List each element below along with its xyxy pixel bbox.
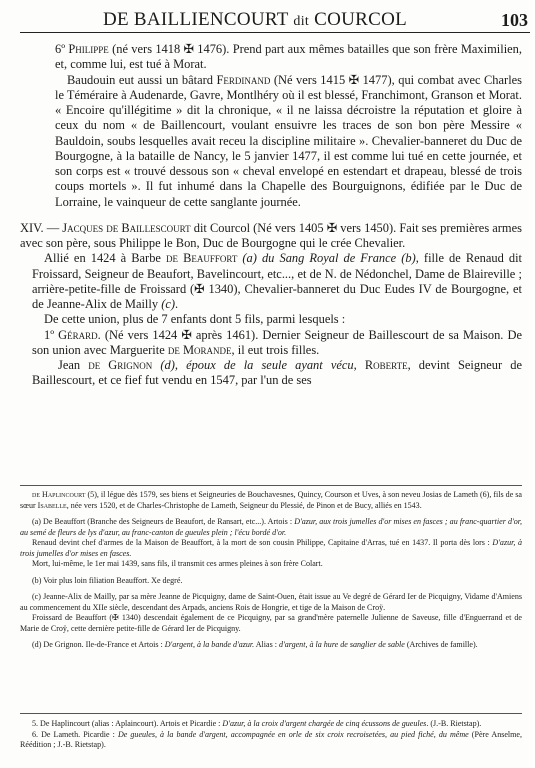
text-run: Roberte [364,358,408,372]
paragraph-alliance [20,251,522,312]
text-run: 6º [55,42,69,56]
text-run: D'argent, à la bande d'azur. [164,640,255,649]
text-run: D'azur, aux trois jumelles d'or mises en fasces ; au franc-quartier d'or, au semé de fleurs de lys d'azur, au franc-canton de gueules plein ; l'écu bordé d'or. [20,517,522,537]
footnotes [20,490,522,651]
footnote-a-renaud [20,538,522,559]
text-run: (a) De Beauffort (Branche des Seigneurs de Beaufort, de Ransart, etc...). Artois : [32,517,295,526]
footnote-6 [20,730,522,751]
text-run: (5), il légue dès 1579, ses biens et Seigneuries de Bouchavesnes, Quincy, Courson et Uves, à son neveu Josias de Lameth (6), fils de sa sœur [20,490,522,510]
footnote-b: (b) Voir plus loin filiation Beauffort. Xe degré. [32,575,183,585]
text-run: (d), époux de la seule ayant vécu, [152,358,365,372]
running-header [20,6,530,33]
text-run: . [175,297,179,311]
text-run: 6. De Lameth. Picardie : [32,729,118,739]
paragraph-grignon [20,358,522,389]
page-number: 103 [501,10,528,30]
text-run: Allié en 1424 à Barbe [44,251,167,266]
section-xiv-heading [20,221,522,252]
text-run: d'argent, à la hure de sanglier de sable [278,640,405,649]
text-run: (Père Anselme, Réédition ; J.-B. Rietstap). [20,729,523,749]
text-run: Alias : [254,640,279,649]
text-run: Jacques de Baillescourt [62,220,191,235]
text-run: D'azur, à la croix d'argent chargée de cinq écussons de gueules [222,719,427,728]
footnote-divider-2 [20,713,522,714]
footnote-divider [20,485,522,486]
text-run: de Grignon [88,358,153,372]
text-run: (né vers 1418 ✠ 1476). Prend part aux mêmes batailles que son frère Maximilien, et, comme lui, est tué à Morat. [55,42,522,72]
header-title [20,9,490,31]
footnote-5 [20,719,522,730]
footnote-c: (c) Jeanne-Alix de Mailly, par sa mère Jeanne de Picquigny, dame de Saint-Ouen, était issue au Ve degré de Gérard Ier de Picquigny, Vidame d'Amiens au commencement du XIIe siècle, descendant des Arpads, anciens Rois de Hongrie, et tige de la Maison de Croÿ. [20,592,522,612]
text-run: Baudouin eut aussi un bâtard [67,72,217,87]
text-run: Sang Royal de France (b) [279,251,416,266]
text-run: (a) du [237,251,280,266]
text-run: XIV. — [20,220,63,235]
text-run: , fille de Renaud dit Froissard, Seigneur de Beaufort, Bavelincourt, etc..., et de N. de Nédonchel, Dame de Blaireville ; arrière-petite-fille de Froissard (✠ 1340), Chevalier-banneret du Duc Eudes IV de Bourgogne, et de Jeanne-Alix de Mailly [32,251,523,311]
text-run: 1º [44,327,59,342]
text-run: de Morande [167,342,232,357]
footnote-a-mort: Mort, lui-même, le 1er mai 1439, sans fils, il transmit ces armes pleines à son frère Colart. [32,559,323,568]
text-run: , née vers 1520, et de Charles-Christophe de Lameth, Seigneur du Plessié, de Pinon et de Bucy, alliés en 1543. [66,500,422,510]
footnote-haplincourt [20,490,522,511]
text-run: Jean [58,358,89,372]
footnote-d [20,640,522,651]
text-run: (c) [161,297,175,311]
paragraph-gerard [20,328,522,359]
main-text [20,42,522,389]
text-run: Ferdinand [216,72,271,87]
header-title-dit: dit [293,14,310,29]
text-run: De gueules, à la bande d'argent, accompagnée en orle de six croix recroisetées, au pied fiché, du même [117,729,469,739]
paragraph-philippe [20,42,522,73]
text-run: 5. De Haplincourt (alias : Aplaincourt). Artois et Picardie : [32,719,223,728]
text-run: Philippe [68,42,109,56]
text-run: (d) De Grignon. Ile-de-France et Artois : [32,640,165,649]
footnote-c-froissard: Froissard de Beauffort (✠ 1340) descendait également de ce Picquigny, par sa grand'mère paternelle Julienne de Saveuse, fille d'Enguerrand et de Marie de Croÿ, cette dernière petite-fille de Gérard Ier de Picquigny. [20,613,522,633]
text-run: dit Courcol (Né vers 1405 ✠ vers 1450). Fait ses premières armes avec son père, sous Philippe le Bon, Duc de Bourgogne qui le crée Chevalier. [20,220,522,250]
paragraph-ferdinand [20,73,522,210]
header-title-name: DE BAILLIENCOURT [102,9,289,30]
text-run: . (Né vers 1424 ✠ après 1461). Dernier Seigneur de Baillescourt de sa Maison. De son union avec Marguerite [32,327,523,357]
text-run: Renaud devint chef d'armes de la Maison de Beauffort, à la mort de son cousin Philippe, Capitaine d'Arras, tué en 1437. Il porta dès lors : [32,538,493,547]
footnote-a [20,517,522,538]
text-run: . (J.-B. Rietstap). [426,719,482,728]
paragraph-union: De cette union, plus de 7 enfants dont 5 fils, parmi lesquels : [44,312,346,327]
text-run: (Archives de famille). [404,640,478,649]
text-run: (Né vers 1415 ✠ 1477), qui combat avec Charles le Téméraire à Audenarde, Gavre, Montlhéry où il est blessé, Franchimont, Granson et Morat. « Encoire qu'illégitime » dit la chronique, « il ne laissa décroistre la réputation et gloire à ceux du nom « de Baillencourt, voulant ensuivre les traces de son bon père Messire « Bauldoin, soubs lesquelles avait receu la discipline militaire ». Chevalier-banneret du Duc de Bourgogne, à la bataille de Nancy, le 5 janvier 1477, il est comme lui tué en cette journée, et son corps est « trouvé dessous son « cheval envelopé en estendart et drapeau, blessé de trois coups mortels ». Il fut inhumé dans la Chapelle des Bourguignons, édifiée par le Duc de Lorraine, le vainqueur de cette sanglante journée. [55,72,523,209]
text-run: , il eut trois filles. [231,342,320,357]
text-run: , devint Seigneur de Baillescourt, et ce fief fut vendu en 1547, par l'un de ses [32,358,522,388]
header-title-end: COURCOL [314,9,408,30]
text-run: D'azur, à trois jumelles d'or mises en fasces. [20,538,522,558]
text-run: de Beauffort [166,251,238,266]
text-run: de Haplincourt [32,490,86,499]
text-run: Isabelle [37,500,67,510]
text-run: Gérard [58,327,98,342]
footnotes-numbered [20,719,522,751]
